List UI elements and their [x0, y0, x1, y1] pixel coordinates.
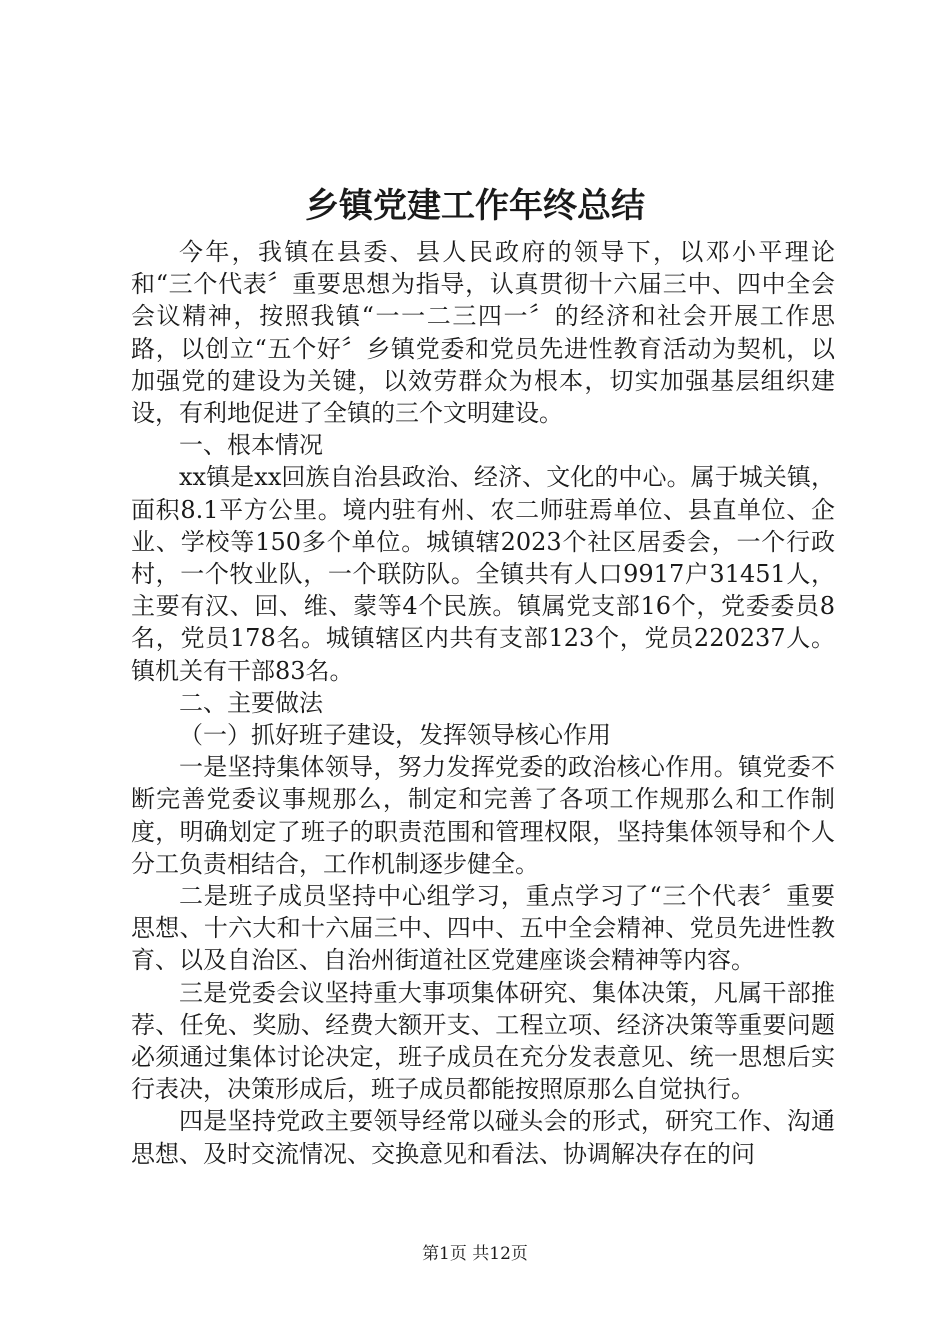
- document-body: [131, 236, 835, 1170]
- section-heading-main-practices: 二、主要做法: [179, 688, 323, 717]
- paragraph-point-three: 三是党委会议坚持重大事项集体研究、集体决策，凡属干部推荐、任免、奖励、经费大额开支、工程立项、经济决策等重要问题必须通过集体讨论决定，班子成员在充分发表意见、统一思想后实行表决，决策形成后，班子成员都能按照原那么自觉执行。: [131, 978, 835, 1104]
- paragraph-point-four: 四是坚持党政主要领导经常以碰头会的形式，研究工作、沟通思想、及时交流情况、交换意见和看法、协调解决存在的问: [131, 1107, 835, 1168]
- section-heading-basic-situation: 一、根本情况: [179, 431, 323, 460]
- page-footer: 第1页 共12页: [422, 1244, 528, 1264]
- paragraph-intro: 今年，我镇在县委、县人民政府的领导下，以邓小平理论和“三个代表〞重要思想为指导，认真贯彻十六届三中、四中全会会议精神，按照我镇“一一二三四一〞的经济和社会开展工作思路，以创立“五个好〞乡镇党委和党员先进性教育活动为契机，以加强党的建设为关键，以效劳群众为根本，切实加强基层组织建设，有利地促进了全镇的三个文明建设。: [131, 238, 835, 428]
- paragraph-basic-situation: xx镇是xx回族自治县政治、经济、文化的中心。属于城关镇，面积8.1平方公里。境内驻有州、农二师驻焉单位、县直单位、企业、学校等150多个单位。城镇辖2023个社区居委会，一个行政村，一个牧业队，一个联防队。全镇共有人口9917户31451人，主要有汉、回、维、蒙等4个民族。镇属党支部16个，党委委员8名，党员178名。城镇辖区内共有支部123个，党员220237人。镇机关有干部83名。: [131, 463, 835, 685]
- paragraph-point-one: 一是坚持集体领导，努力发挥党委的政治核心作用。镇党委不断完善党委议事规那么，制定和完善了各项工作规那么和工作制度，明确划定了班子的职责范围和管理权限，坚持集体领导和个人分工负责相结合，工作机制逐步健全。: [131, 753, 835, 878]
- paragraph-point-two: 二是班子成员坚持中心组学习，重点学习了“三个代表〞重要思想、十六大和十六届三中、四中、五中全会精神、党员先进性教育、以及自治区、自治州街道社区党建座谈会精神等内容。: [131, 882, 835, 975]
- document-title: 乡镇党建工作年终总结: [305, 186, 645, 226]
- subsection-heading-team-building: （一）抓好班子建设，发挥领导核心作用: [179, 721, 611, 750]
